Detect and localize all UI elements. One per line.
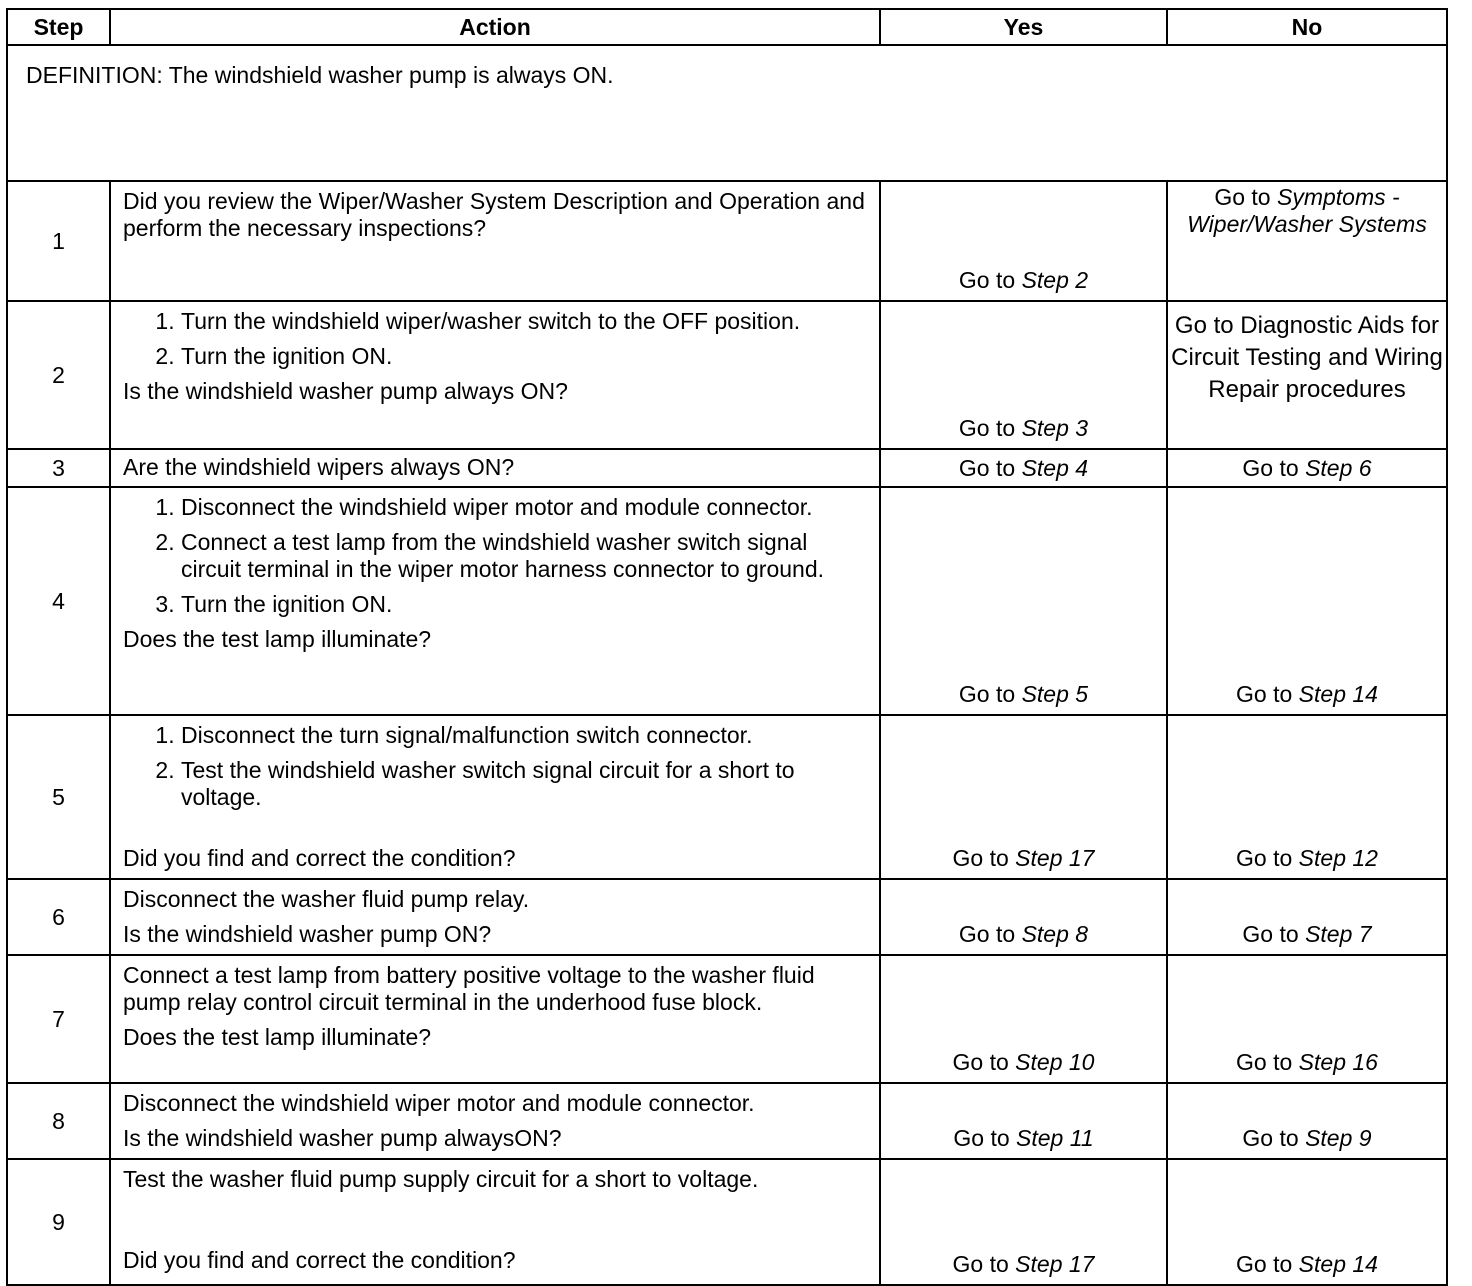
table-row	[7, 955, 1447, 1083]
step-number: 6	[7, 879, 110, 955]
yes-link[interactable]	[881, 267, 1166, 294]
no-link[interactable]	[1168, 681, 1446, 708]
go-to-label: Go to	[1242, 921, 1299, 947]
action-text	[110, 955, 880, 1083]
yes-cell	[880, 1159, 1167, 1285]
table-row	[7, 301, 1447, 449]
yes-cell	[880, 301, 1167, 449]
yes-link[interactable]	[881, 681, 1166, 708]
yes-cell	[880, 879, 1167, 955]
no-cell	[1167, 715, 1447, 879]
step-number: 7	[7, 955, 110, 1083]
action-text	[110, 879, 880, 955]
go-to-label: Go to	[1214, 184, 1271, 210]
step-number: 3	[7, 449, 110, 487]
no-target: Step 16	[1298, 1049, 1378, 1075]
action-text	[110, 715, 880, 879]
yes-cell	[880, 449, 1167, 487]
no-link[interactable]	[1168, 455, 1446, 482]
yes-target: Step 5	[1021, 681, 1089, 707]
step-number: 2	[7, 301, 110, 449]
table-row	[7, 449, 1447, 487]
go-to-label: Go to	[1242, 1125, 1299, 1151]
no-cell	[1167, 301, 1447, 449]
go-to-label: Go to	[958, 454, 1016, 481]
action-question: Does the test lamp illuminate?	[123, 626, 432, 652]
definition-text: DEFINITION: The windshield washer pump is always ON.	[7, 45, 1447, 181]
yes-target: Step 17	[1015, 845, 1095, 871]
action-text	[110, 1083, 880, 1159]
action-question: Does the test lamp illuminate?	[123, 1024, 432, 1050]
yes-target: Step 4	[1021, 454, 1089, 481]
no-cell	[1167, 181, 1447, 301]
no-link[interactable]	[1168, 845, 1446, 872]
no-target: Step 9	[1305, 1125, 1372, 1151]
yes-cell	[880, 487, 1167, 715]
definition-row	[7, 45, 1447, 181]
go-to-label: Go to	[953, 1125, 1010, 1151]
no-target: Step 14	[1298, 681, 1378, 707]
no-cell	[1167, 487, 1447, 715]
diagnostic-table	[6, 8, 1448, 1286]
table-row	[7, 181, 1447, 301]
no-link[interactable]	[1168, 182, 1446, 238]
action-text	[110, 1159, 880, 1285]
table-row	[7, 879, 1447, 955]
yes-target: Step 2	[1021, 267, 1089, 293]
action-instruction: Did you review the Wiper/Washer System Description and Operation and perform the necessary inspections?	[123, 188, 865, 241]
action-instruction: Disconnect the windshield wiper motor and module connector.	[123, 1090, 755, 1116]
go-to-label: Go to	[952, 1251, 1009, 1277]
yes-target: Step 3	[1021, 415, 1089, 441]
yes-link[interactable]	[881, 455, 1166, 482]
go-to-label: Go to	[958, 267, 1016, 293]
no-target: Step 6	[1305, 454, 1372, 481]
go-to-label: Go to	[1242, 454, 1299, 481]
no-target: Symptoms - Wiper/Washer Systems	[1187, 184, 1427, 237]
go-to-label: Go to	[952, 845, 1009, 871]
action-question: Did you find and correct the condition?	[123, 845, 516, 871]
action-question: Is the windshield washer pump ON?	[123, 921, 492, 947]
action-instruction: Disconnect the washer fluid pump relay.	[123, 886, 530, 912]
action-steps	[123, 722, 867, 811]
no-cell	[1167, 879, 1447, 955]
no-target: Step 14	[1298, 1251, 1378, 1277]
spacer	[123, 1193, 867, 1243]
header-yes: Yes	[880, 9, 1167, 45]
yes-link[interactable]	[881, 1049, 1166, 1076]
yes-link[interactable]	[881, 415, 1166, 442]
action-question: Did you find and correct the condition?	[123, 1247, 516, 1273]
step-number: 9	[7, 1159, 110, 1285]
action-item: 1. Disconnect the windshield wiper motor and module connector.	[181, 494, 867, 521]
yes-target: Step 17	[1015, 1251, 1095, 1277]
go-to-label: Go to	[1236, 1251, 1293, 1277]
step-number: 5	[7, 715, 110, 879]
no-link[interactable]	[1168, 1125, 1446, 1152]
yes-cell	[880, 181, 1167, 301]
no-link[interactable]	[1168, 1049, 1446, 1076]
header-no: No	[1167, 9, 1447, 45]
go-to-label: Go to	[958, 415, 1016, 441]
action-instruction: Are the windshield wipers always ON?	[123, 454, 515, 480]
yes-target: Step 8	[1021, 921, 1089, 947]
yes-link[interactable]	[881, 1125, 1166, 1152]
yes-link[interactable]	[881, 845, 1166, 872]
action-steps	[123, 494, 867, 618]
action-item: 2. Connect a test lamp from the windshield washer switch signal circuit terminal in the wiper motor harness connector to ground.	[181, 529, 867, 583]
step-number: 1	[7, 181, 110, 301]
go-to-label: Go to	[952, 1049, 1009, 1075]
action-instruction: Test the washer fluid pump supply circuit for a short to voltage.	[123, 1166, 759, 1192]
no-cell	[1167, 1159, 1447, 1285]
action-item: 3. Turn the ignition ON.	[181, 591, 867, 618]
go-to-label: Go to	[1236, 1049, 1293, 1075]
go-to-label: Go to	[1236, 845, 1293, 871]
no-link[interactable]	[1168, 1251, 1446, 1278]
step-number: 8	[7, 1083, 110, 1159]
action-item: 1. Disconnect the turn signal/malfunction switch connector.	[181, 722, 867, 749]
action-item: 2. Turn the ignition ON.	[181, 343, 867, 370]
action-question: Is the windshield washer pump alwaysON?	[123, 1125, 562, 1151]
yes-cell	[880, 715, 1167, 879]
header-action: Action	[110, 9, 880, 45]
yes-target: Step 10	[1015, 1049, 1095, 1075]
header-step: Step	[7, 9, 110, 45]
table-row	[7, 715, 1447, 879]
no-target: Step 12	[1298, 845, 1378, 871]
no-target: Step 7	[1305, 921, 1372, 947]
yes-link[interactable]	[881, 1251, 1166, 1278]
header-row	[7, 9, 1447, 45]
spacer	[123, 819, 867, 841]
action-item: 1. Turn the windshield wiper/washer switch to the OFF position.	[181, 308, 867, 335]
go-to-label: Go to	[1236, 681, 1293, 707]
step-number: 4	[7, 487, 110, 715]
no-cell	[1167, 955, 1447, 1083]
table-row	[7, 487, 1447, 715]
no-cell	[1167, 1083, 1447, 1159]
yes-link[interactable]	[881, 921, 1166, 948]
go-to-label: Go to	[958, 921, 1016, 947]
yes-target: Step 11	[1016, 1125, 1094, 1151]
table-row	[7, 1159, 1447, 1285]
action-text	[110, 301, 880, 449]
go-to-label: Go to	[958, 681, 1016, 707]
action-instruction: Connect a test lamp from battery positive voltage to the washer fluid pump relay control circuit terminal in the underhood fuse block.	[123, 962, 815, 1015]
action-item: 2. Test the windshield washer switch signal circuit for a short to voltage.	[181, 757, 867, 811]
no-cell	[1167, 449, 1447, 487]
table-row	[7, 1083, 1447, 1159]
action-text	[110, 449, 880, 487]
no-link[interactable]: Go to Diagnostic Aids for Circuit Testing and Wiring Repair procedures	[1171, 312, 1443, 403]
yes-cell	[880, 955, 1167, 1083]
action-text	[110, 487, 880, 715]
action-text	[110, 181, 880, 301]
action-steps	[123, 308, 867, 370]
yes-cell	[880, 1083, 1167, 1159]
action-question: Is the windshield washer pump always ON?	[123, 378, 568, 404]
no-link[interactable]	[1168, 921, 1446, 948]
